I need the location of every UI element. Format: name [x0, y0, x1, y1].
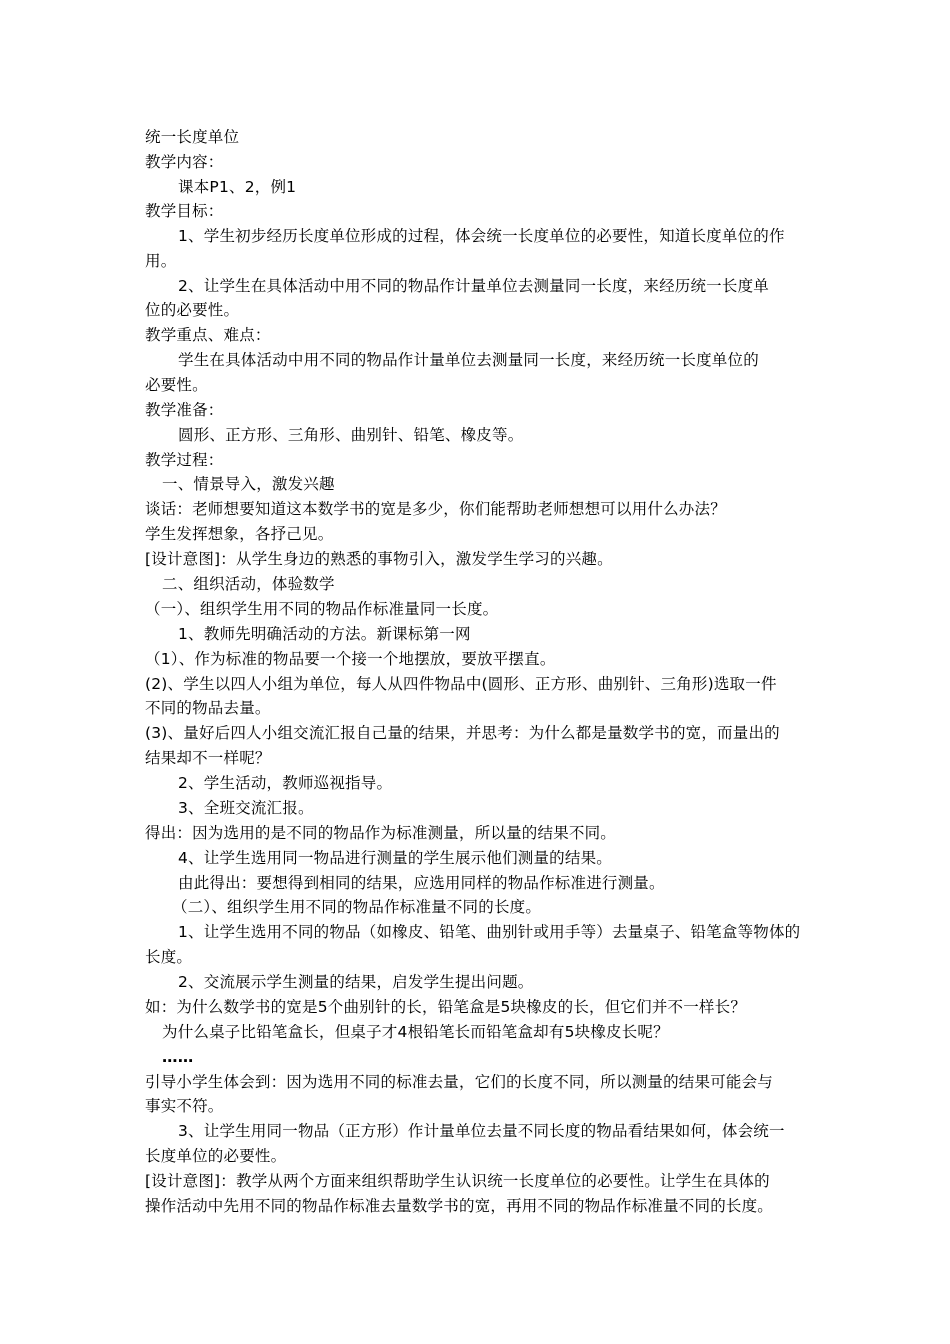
subsection-heading: 二、组织活动，体验数学: [162, 575, 335, 593]
ellipsis-line: ……: [162, 1048, 194, 1066]
paragraph-line: 学生发挥想象，各抒己见。: [145, 525, 334, 543]
paragraph-line: 不同的物品去量。: [145, 699, 271, 717]
paragraph-line: 引导小学生体会到：因为选用不同的标准去量，它们的长度不同，所以测量的结果可能会与: [145, 1073, 774, 1091]
subsection-heading: 一、情景导入，激发兴趣: [162, 475, 335, 493]
design-intent-line: [设计意图]：从学生身边的熟悉的事物引入，激发学生学习的兴趣。: [145, 550, 613, 568]
paragraph-line: 课本P1、2，例1: [178, 178, 297, 196]
section-heading: 教学重点、难点：: [145, 326, 271, 344]
paragraph-line: 1、让学生选用不同的物品（如橡皮、铅笔、曲别针或用手等）去量桌子、铅笔盒等物体的: [178, 923, 801, 941]
paragraph-line: 由此得出：要想得到相同的结果，应选用同样的物品作标准进行测量。: [178, 874, 665, 892]
paragraph-line: 2、交流展示学生测量的结果，启发学生提出问题。: [178, 973, 534, 991]
paragraph-line: 结果却不一样呢？: [145, 749, 271, 767]
paragraph-line: 长度单位的必要性。: [145, 1147, 287, 1165]
paragraph-line: 长度。: [145, 948, 193, 966]
paragraph-line: 谈话：老师想要知道这本数学书的宽是多少，你们能帮助老师想想可以用什么办法？: [145, 500, 726, 518]
design-intent-line: [设计意图]：教学从两个方面来组织帮助学生认识统一长度单位的必要性。让学生在具体的: [145, 1172, 770, 1190]
paragraph-line: 2、学生活动，教师巡视指导。: [178, 774, 393, 792]
paragraph-line: 3、让学生用同一物品（正方形）作计量单位去量不同长度的物品看结果如何，体会统一: [178, 1122, 785, 1140]
design-intent-line: 操作活动中先用不同的物品作标准去量数学书的宽，再用不同的物品作标准量不同的长度。: [145, 1197, 774, 1215]
section-heading: 教学准备：: [145, 401, 224, 419]
paragraph-line: （一）、组织学生用不同的物品作标准量同一长度。: [145, 600, 499, 618]
paragraph-line: （二）、组织学生用不同的物品作标准量不同的长度。: [172, 898, 542, 916]
paragraph-line: (3)、量好后四人小组交流汇报自己量的结果，并思考：为什么都是量数学书的宽，而量出的: [145, 724, 780, 742]
paragraph-line: 位的必要性。: [145, 301, 240, 319]
paragraph-line: (2)、学生以四人小组为单位，每人从四件物品中(圆形、正方形、曲别针、三角形)选取一件: [145, 675, 777, 693]
section-heading: 教学内容：: [145, 153, 224, 171]
paragraph-line: 1、教师先明确活动的方法。新课标第一网: [178, 625, 471, 643]
paragraph-line: 事实不符。: [145, 1097, 224, 1115]
paragraph-line: 圆形、正方形、三角形、曲别针、铅笔、橡皮等。: [178, 426, 524, 444]
paragraph-line: 得出：因为选用的是不同的物品作为标准测量，所以量的结果不同。: [145, 824, 617, 842]
paragraph-line: 1、学生初步经历长度单位形成的过程，体会统一长度单位的必要性，知道长度单位的作: [178, 227, 785, 245]
paragraph-line: （1）、作为标准的物品要一个接一个地摆放，要放平摆直。: [145, 650, 556, 668]
paragraph-line: 必要性。: [145, 376, 208, 394]
section-heading: 教学目标：: [145, 202, 224, 220]
paragraph-line: 3、全班交流汇报。: [178, 799, 314, 817]
paragraph-line: 如：为什么数学书的宽是5个曲别针的长，铅笔盒是5块橡皮的长，但它们并不一样长？: [145, 998, 747, 1016]
paragraph-line: 4、让学生选用同一物品进行测量的学生展示他们测量的结果。: [178, 849, 612, 867]
section-heading: 教学过程：: [145, 451, 224, 469]
paragraph-line: 学生在具体活动中用不同的物品作计量单位去测量同一长度，来经历统一长度单位的: [178, 351, 759, 369]
paragraph-line: 用。: [145, 252, 177, 270]
paragraph-line: 为什么桌子比铅笔盒长，但桌子才4根铅笔长而铅笔盒却有5块橡皮长呢？: [162, 1023, 669, 1041]
paragraph-line: 2、让学生在具体活动中用不同的物品作计量单位去测量同一长度，来经历统一长度单: [178, 277, 769, 295]
doc-title: 统一长度单位: [145, 128, 240, 146]
